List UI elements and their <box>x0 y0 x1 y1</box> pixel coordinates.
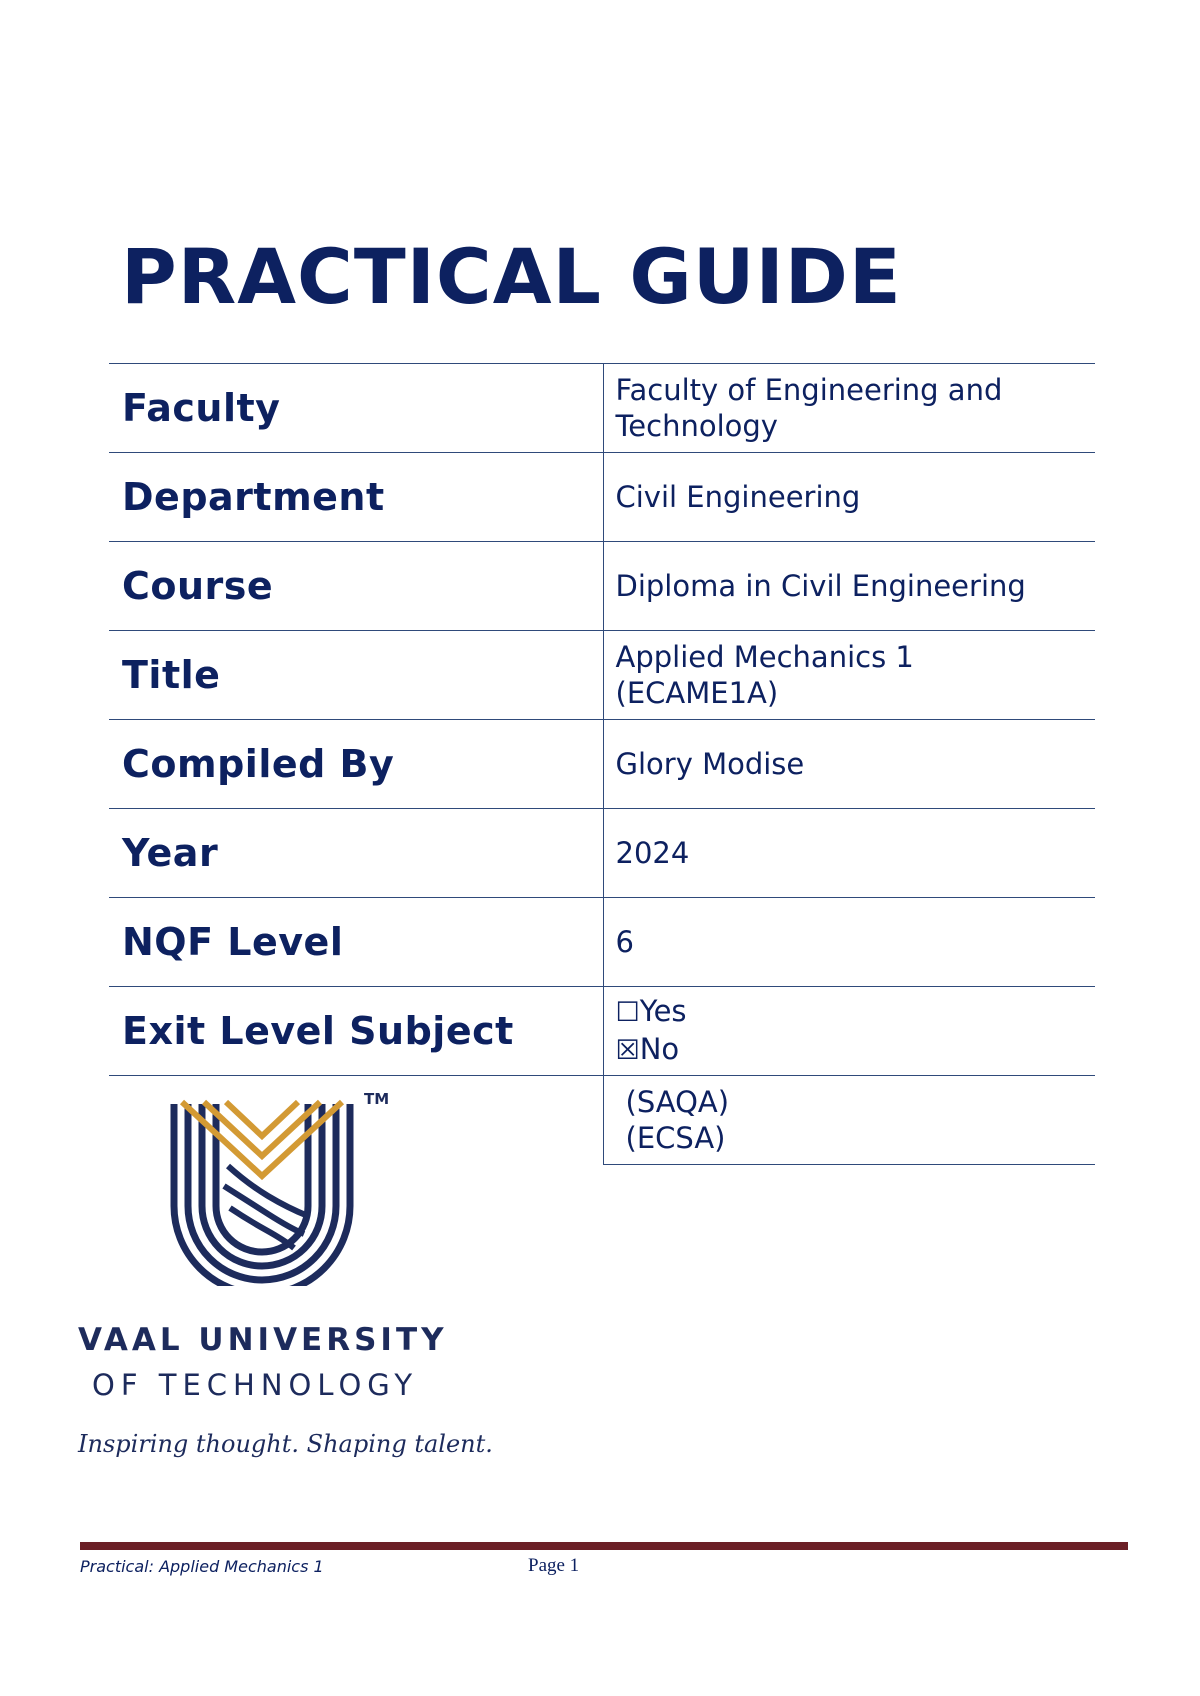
no-label: No <box>639 1032 680 1066</box>
saqa-label: (SAQA) <box>625 1085 730 1119</box>
option-yes <box>616 993 1096 1031</box>
yes-label: Yes <box>639 994 687 1028</box>
exit-level-options <box>603 987 1095 1076</box>
row-label: Title <box>109 631 603 720</box>
row-label: Faculty <box>109 364 603 453</box>
table-row-title <box>109 631 1095 720</box>
row-label: Department <box>109 453 603 542</box>
table-row-compiled-by <box>109 720 1095 809</box>
row-value: 6 <box>603 898 1095 987</box>
row-label: Exit Level Subject <box>109 987 603 1076</box>
trademark-mark: TM <box>364 1090 390 1108</box>
document-title: PRACTICAL GUIDE <box>121 232 902 321</box>
row-label: Compiled By <box>109 720 603 809</box>
table-row-faculty <box>109 364 1095 453</box>
university-name-line1: VAAL UNIVERSITY <box>78 1322 448 1358</box>
table-row-nqf-level <box>109 898 1095 987</box>
row-value: Faculty of Engineering and Technology <box>603 364 1095 453</box>
table-row-year <box>109 809 1095 898</box>
row-label: NQF Level <box>109 898 603 987</box>
table-row-exit-level <box>109 987 1095 1076</box>
table-row-department <box>109 453 1095 542</box>
university-logo <box>78 1090 493 1470</box>
row-value: Diploma in Civil Engineering <box>603 542 1095 631</box>
vut-emblem-icon <box>168 1096 358 1286</box>
ecsa-label: (ECSA) <box>625 1121 726 1155</box>
row-value: Civil Engineering <box>603 453 1095 542</box>
row-value: 2024 <box>603 809 1095 898</box>
registration-bodies <box>603 1076 1095 1165</box>
option-no <box>616 1031 1096 1069</box>
table-row-course <box>109 542 1095 631</box>
footer-page-number: Page 1 <box>528 1555 580 1576</box>
yes-checkbox[interactable]: ☐ <box>615 997 640 1028</box>
footer-document-name: Practical: Applied Mechanics 1 <box>80 1557 324 1576</box>
row-label: Course <box>109 542 603 631</box>
row-value: Applied Mechanics 1 (ECAME1A) <box>603 631 1095 720</box>
university-tagline: Inspiring thought. Shaping talent. <box>78 1430 493 1458</box>
row-value: Glory Modise <box>603 720 1095 809</box>
course-info-table <box>109 363 1095 1165</box>
university-name-line2: OF TECHNOLOGY <box>92 1368 419 1402</box>
footer-divider <box>80 1542 1128 1550</box>
no-checkbox[interactable]: ☒ <box>615 1035 640 1066</box>
row-label: Year <box>109 809 603 898</box>
